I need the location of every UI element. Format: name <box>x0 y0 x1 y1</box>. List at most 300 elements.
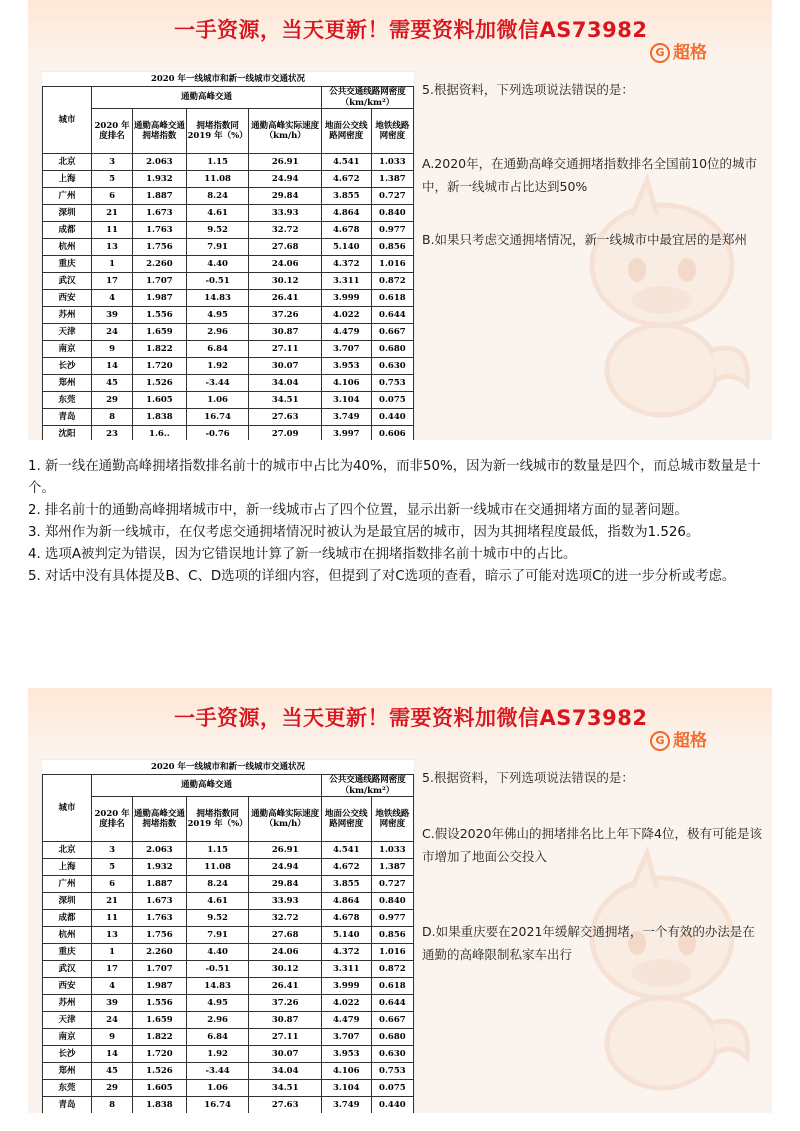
value-cell: 9 <box>92 341 133 358</box>
value-cell: 1.15 <box>186 842 249 859</box>
value-cell: 13 <box>92 927 133 944</box>
value-cell: 0.075 <box>371 392 413 409</box>
value-cell: 8 <box>92 1097 133 1113</box>
value-cell: 0.856 <box>371 927 413 944</box>
city-cell: 杭州 <box>43 239 92 256</box>
city-cell: 南京 <box>43 1029 92 1046</box>
table-body <box>43 842 414 1113</box>
value-cell: 7.91 <box>186 239 249 256</box>
value-cell: 1.016 <box>371 944 413 961</box>
group-density: 公共交通线路网密度（km/km²） <box>321 87 413 109</box>
value-cell: 33.93 <box>249 893 321 910</box>
value-cell: -0.51 <box>186 273 249 290</box>
value-cell: 9.52 <box>186 910 249 927</box>
value-cell: 7.91 <box>186 927 249 944</box>
value-cell: 30.87 <box>249 324 321 341</box>
value-cell: 16.74 <box>186 1097 249 1113</box>
value-cell: 45 <box>92 1063 133 1080</box>
value-cell: 4.672 <box>321 859 371 876</box>
value-cell: 2.260 <box>133 944 187 961</box>
value-cell: 1.707 <box>133 961 187 978</box>
value-cell: 0.440 <box>371 409 413 426</box>
value-cell: 3.749 <box>321 409 371 426</box>
table-row <box>43 1063 414 1080</box>
value-cell: 5.140 <box>321 927 371 944</box>
city-cell: 苏州 <box>43 995 92 1012</box>
value-cell: 4.678 <box>321 910 371 927</box>
value-cell: 3.999 <box>321 978 371 995</box>
value-cell: 34.04 <box>249 1063 321 1080</box>
value-cell: 1.556 <box>133 307 187 324</box>
value-cell: 1.707 <box>133 273 187 290</box>
table-row <box>43 341 414 358</box>
value-cell: 0.727 <box>371 188 413 205</box>
value-cell: 0.840 <box>371 893 413 910</box>
value-cell: 1.987 <box>133 978 187 995</box>
value-cell: -3.44 <box>186 1063 249 1080</box>
value-cell: 26.41 <box>249 978 321 995</box>
value-cell: 30.07 <box>249 358 321 375</box>
table-row <box>43 154 414 171</box>
table-row <box>43 290 414 307</box>
value-cell: 3.707 <box>321 341 371 358</box>
question-title: 5.根据资料，下列选项说法错误的是： <box>422 82 634 97</box>
value-cell: 39 <box>92 307 133 324</box>
city-cell: 郑州 <box>43 1063 92 1080</box>
value-cell: 21 <box>92 205 133 222</box>
table-row <box>43 1080 414 1097</box>
value-cell: 30.87 <box>249 1012 321 1029</box>
question-card-2 <box>28 688 772 1113</box>
value-cell: 4.106 <box>321 1063 371 1080</box>
value-cell: -0.51 <box>186 961 249 978</box>
value-cell: 14 <box>92 358 133 375</box>
table-row <box>43 927 414 944</box>
value-cell: 1.822 <box>133 341 187 358</box>
value-cell: 13 <box>92 239 133 256</box>
value-cell: 4.479 <box>321 1012 371 1029</box>
table-row <box>43 893 414 910</box>
value-cell: 30.12 <box>249 273 321 290</box>
value-cell: 29.84 <box>249 876 321 893</box>
value-cell: 24.06 <box>249 944 321 961</box>
col-metro: 地铁线路网密度 <box>371 109 413 154</box>
value-cell: 9 <box>92 1029 133 1046</box>
value-cell: 27.11 <box>249 1029 321 1046</box>
table-row <box>43 961 414 978</box>
value-cell: 8 <box>92 409 133 426</box>
city-cell: 成都 <box>43 910 92 927</box>
value-cell: 3.311 <box>321 273 371 290</box>
table-row <box>43 273 414 290</box>
option-d: D.如果重庆要在2021年缓解交通拥堵，一个有效的办法是在通勤的高峰限制私家车出行 <box>422 924 755 962</box>
city-cell: 重庆 <box>43 944 92 961</box>
banner-text: 一手资源，当天更新！需要资料加微信AS73982 <box>174 18 648 42</box>
value-cell: 0.856 <box>371 239 413 256</box>
value-cell: 0.872 <box>371 961 413 978</box>
note-item: 2. 排名前十的通勤高峰拥堵城市中，新一线城市占了四个位置，显示出新一线城市在交通拥堵方面的显著问题。 <box>28 503 688 518</box>
question-title: 5.根据资料，下列选项说法错误的是： <box>422 770 634 785</box>
city-cell: 成都 <box>43 222 92 239</box>
value-cell: 24 <box>92 324 133 341</box>
value-cell: 17 <box>92 961 133 978</box>
table-row <box>43 358 414 375</box>
value-cell: 0.977 <box>371 222 413 239</box>
value-cell: 29 <box>92 392 133 409</box>
value-cell: 4.672 <box>321 171 371 188</box>
value-cell: 21 <box>92 893 133 910</box>
value-cell: 3.749 <box>321 1097 371 1113</box>
value-cell: 3 <box>92 842 133 859</box>
value-cell: 16.74 <box>186 409 249 426</box>
value-cell: 0.727 <box>371 876 413 893</box>
city-cell: 东莞 <box>43 1080 92 1097</box>
value-cell: 6.84 <box>186 341 249 358</box>
option-a: A.2020年，在通勤高峰交通拥堵指数排名全国前10位的城市中，新一线城市占比达到50% <box>422 156 758 194</box>
value-cell: 1.15 <box>186 154 249 171</box>
value-cell: 0.630 <box>371 1046 413 1063</box>
value-cell: 4.95 <box>186 995 249 1012</box>
value-cell: 9.52 <box>186 222 249 239</box>
option-c: C.假设2020年佛山的拥堵排名比上年下降4位，极有可能是该市增加了地面公交投入 <box>422 826 762 864</box>
value-cell: 27.63 <box>249 409 321 426</box>
value-cell: 3.953 <box>321 1046 371 1063</box>
value-cell: 0.618 <box>371 290 413 307</box>
city-cell: 天津 <box>43 324 92 341</box>
value-cell: 0.618 <box>371 978 413 995</box>
value-cell: 1.92 <box>186 358 249 375</box>
value-cell: 1.526 <box>133 1063 187 1080</box>
value-cell: 14 <box>92 1046 133 1063</box>
value-cell: 2.96 <box>186 324 249 341</box>
value-cell: 1.720 <box>133 1046 187 1063</box>
col-rank: 2020 年度排名 <box>92 797 133 842</box>
logo-g-icon: G <box>650 43 670 63</box>
table-row <box>43 375 414 392</box>
col-city: 城市 <box>43 775 92 842</box>
city-cell: 长沙 <box>43 1046 92 1063</box>
value-cell: 17 <box>92 273 133 290</box>
value-cell: 8.24 <box>186 188 249 205</box>
city-cell: 重庆 <box>43 256 92 273</box>
value-cell: 6 <box>92 188 133 205</box>
value-cell: 27.09 <box>249 426 321 440</box>
col-index: 通勤高峰交通拥堵指数 <box>133 109 187 154</box>
city-cell: 西安 <box>43 290 92 307</box>
value-cell: 0.753 <box>371 375 413 392</box>
value-cell: 1.756 <box>133 927 187 944</box>
mascot-unicorn-icon <box>562 170 762 430</box>
value-cell: 37.26 <box>249 995 321 1012</box>
value-cell: 4.541 <box>321 154 371 171</box>
value-cell: 1.822 <box>133 1029 187 1046</box>
table-row <box>43 426 414 440</box>
value-cell: 1.556 <box>133 995 187 1012</box>
note-item: 5. 对话中没有具体提及B、C、D选项的详细内容，但提到了对C选项的查看，暗示了可能对选项C的进一步分析或考虑。 <box>28 569 736 584</box>
value-cell: 5 <box>92 859 133 876</box>
value-cell: 23 <box>92 426 133 440</box>
col-speed: 通勤高峰实际速度（km/h） <box>249 109 321 154</box>
value-cell: 0.440 <box>371 1097 413 1113</box>
value-cell: 1.06 <box>186 1080 249 1097</box>
option-b: B.如果只考虑交通拥堵情况，新一线城市中最宜居的是郑州 <box>422 232 748 247</box>
city-cell: 北京 <box>43 842 92 859</box>
value-cell: 4.541 <box>321 842 371 859</box>
value-cell: 11 <box>92 910 133 927</box>
table-row <box>43 910 414 927</box>
city-cell: 郑州 <box>43 375 92 392</box>
value-cell: 5.140 <box>321 239 371 256</box>
value-cell: 27.63 <box>249 1097 321 1113</box>
value-cell: 1.92 <box>186 1046 249 1063</box>
value-cell: 1.887 <box>133 876 187 893</box>
table-row <box>43 324 414 341</box>
value-cell: 1.763 <box>133 222 187 239</box>
value-cell: 32.72 <box>249 910 321 927</box>
value-cell: 5 <box>92 171 133 188</box>
col-change: 拥堵指数同 2019 年（%） <box>186 797 249 842</box>
city-cell: 天津 <box>43 1012 92 1029</box>
value-cell: 1.838 <box>133 1097 187 1113</box>
value-cell: 0.680 <box>371 1029 413 1046</box>
value-cell: 2.96 <box>186 1012 249 1029</box>
value-cell: 1.016 <box>371 256 413 273</box>
value-cell: 24.94 <box>249 171 321 188</box>
value-cell: 39 <box>92 995 133 1012</box>
city-cell: 北京 <box>43 154 92 171</box>
value-cell: 4.40 <box>186 944 249 961</box>
value-cell: -3.44 <box>186 375 249 392</box>
col-speed: 通勤高峰实际速度（km/h） <box>249 797 321 842</box>
value-cell: 29.84 <box>249 188 321 205</box>
table-row <box>43 222 414 239</box>
table-row <box>43 256 414 273</box>
value-cell: 0.075 <box>371 1080 413 1097</box>
value-cell: 1 <box>92 944 133 961</box>
value-cell: 4.372 <box>321 256 371 273</box>
brand-logo <box>650 38 707 63</box>
value-cell: 1.659 <box>133 1012 187 1029</box>
table-row <box>43 1097 414 1113</box>
data-table-doc <box>42 760 414 1113</box>
value-cell: 24.94 <box>249 859 321 876</box>
city-cell: 深圳 <box>43 893 92 910</box>
value-cell: 4.678 <box>321 222 371 239</box>
value-cell: 1.673 <box>133 205 187 222</box>
group-commute: 通勤高峰交通 <box>92 87 322 109</box>
value-cell: 6.84 <box>186 1029 249 1046</box>
value-cell: 0.644 <box>371 995 413 1012</box>
table-row <box>43 171 414 188</box>
value-cell: 3.855 <box>321 188 371 205</box>
brand-logo <box>650 726 707 751</box>
city-cell: 沈阳 <box>43 426 92 440</box>
note-item: 3. 郑州作为新一线城市，在仅考虑交通拥堵情况时被认为是最宜居的城市，因为其拥堵程度最低，指数为1.526。 <box>28 525 700 540</box>
value-cell: 6 <box>92 876 133 893</box>
value-cell: 34.51 <box>249 392 321 409</box>
value-cell: 26.91 <box>249 154 321 171</box>
group-density: 公共交通线路网密度（km/km²） <box>321 775 413 797</box>
value-cell: 4.372 <box>321 944 371 961</box>
value-cell: 3.104 <box>321 392 371 409</box>
table-row <box>43 205 414 222</box>
table-row <box>43 978 414 995</box>
col-index: 通勤高峰交通拥堵指数 <box>133 797 187 842</box>
value-cell: 1.06 <box>186 392 249 409</box>
group-commute: 通勤高峰交通 <box>92 775 322 797</box>
value-cell: 4.479 <box>321 324 371 341</box>
value-cell: 11.08 <box>186 171 249 188</box>
city-cell: 上海 <box>43 171 92 188</box>
logo-text: 超格 <box>673 43 707 63</box>
col-city: 城市 <box>43 87 92 154</box>
mascot-unicorn-icon <box>562 843 762 1103</box>
value-cell: 4.95 <box>186 307 249 324</box>
value-cell: 34.04 <box>249 375 321 392</box>
value-cell: 1.720 <box>133 358 187 375</box>
value-cell: 14.83 <box>186 978 249 995</box>
value-cell: 1.033 <box>371 154 413 171</box>
city-cell: 西安 <box>43 978 92 995</box>
value-cell: 30.12 <box>249 961 321 978</box>
value-cell: 32.72 <box>249 222 321 239</box>
value-cell: 1.756 <box>133 239 187 256</box>
value-cell: 3.997 <box>321 426 371 440</box>
value-cell: 1.932 <box>133 859 187 876</box>
value-cell: 24.06 <box>249 256 321 273</box>
value-cell: 3 <box>92 154 133 171</box>
table-row <box>43 1012 414 1029</box>
city-cell: 青岛 <box>43 409 92 426</box>
value-cell: 0.977 <box>371 910 413 927</box>
city-cell: 深圳 <box>43 205 92 222</box>
value-cell: 26.41 <box>249 290 321 307</box>
value-cell: 0.667 <box>371 1012 413 1029</box>
value-cell: 3.707 <box>321 1029 371 1046</box>
city-cell: 广州 <box>43 188 92 205</box>
value-cell: 4.022 <box>321 307 371 324</box>
table-row <box>43 239 414 256</box>
value-cell: 3.311 <box>321 961 371 978</box>
traffic-table <box>42 86 414 440</box>
value-cell: 11 <box>92 222 133 239</box>
value-cell: 1.887 <box>133 188 187 205</box>
value-cell: 0.667 <box>371 324 413 341</box>
table-title: 2020 年一线城市和新一线城市交通状况 <box>150 74 306 84</box>
value-cell: 27.11 <box>249 341 321 358</box>
value-cell: 1.763 <box>133 910 187 927</box>
value-cell: 1.033 <box>371 842 413 859</box>
data-table-doc <box>42 72 414 440</box>
value-cell: 27.68 <box>249 927 321 944</box>
value-cell: 1.932 <box>133 171 187 188</box>
value-cell: 4.864 <box>321 205 371 222</box>
note-item: 1. 新一线在通勤高峰拥堵指数排名前十的城市中占比为40%，而非50%，因为新一线城市的数量是四个，而总城市数量是十个。 <box>28 459 761 496</box>
city-cell: 武汉 <box>43 273 92 290</box>
promo-banner <box>28 688 772 754</box>
value-cell: 0.840 <box>371 205 413 222</box>
value-cell: 3.104 <box>321 1080 371 1097</box>
value-cell: 4.61 <box>186 205 249 222</box>
note-item: 4. 选项A被判定为错误，因为它错误地计算了新一线城市在拥堵指数排名前十城市中的占比。 <box>28 547 577 562</box>
analysis-notes <box>28 456 772 588</box>
value-cell: 45 <box>92 375 133 392</box>
col-metro: 地铁线路网密度 <box>371 797 413 842</box>
table-row <box>43 1046 414 1063</box>
col-rank: 2020 年度排名 <box>92 109 133 154</box>
value-cell: 1.605 <box>133 1080 187 1097</box>
value-cell: 8.24 <box>186 876 249 893</box>
table-body <box>43 154 414 440</box>
traffic-table <box>42 774 414 1113</box>
logo-text: 超格 <box>673 731 707 751</box>
value-cell: 0.872 <box>371 273 413 290</box>
city-cell: 杭州 <box>43 927 92 944</box>
value-cell: 0.680 <box>371 341 413 358</box>
value-cell: 1.387 <box>371 859 413 876</box>
table-title: 2020 年一线城市和新一线城市交通状况 <box>150 762 306 772</box>
table-row <box>43 842 414 859</box>
value-cell: 3.953 <box>321 358 371 375</box>
value-cell: 27.68 <box>249 239 321 256</box>
value-cell: 4.40 <box>186 256 249 273</box>
value-cell: 2.260 <box>133 256 187 273</box>
table-row <box>43 876 414 893</box>
table-row <box>43 392 414 409</box>
value-cell: 1 <box>92 256 133 273</box>
value-cell: 1.987 <box>133 290 187 307</box>
value-cell: 1.605 <box>133 392 187 409</box>
value-cell: 0.753 <box>371 1063 413 1080</box>
value-cell: 4.61 <box>186 893 249 910</box>
table-row <box>43 409 414 426</box>
value-cell: 2.063 <box>133 154 187 171</box>
value-cell: 11.08 <box>186 859 249 876</box>
banner-text: 一手资源，当天更新！需要资料加微信AS73982 <box>174 706 648 730</box>
value-cell: 30.07 <box>249 1046 321 1063</box>
value-cell: 1.6.. <box>133 426 187 440</box>
value-cell: 1.838 <box>133 409 187 426</box>
value-cell: 4.106 <box>321 375 371 392</box>
value-cell: 4.864 <box>321 893 371 910</box>
value-cell: 1.387 <box>371 171 413 188</box>
city-cell: 武汉 <box>43 961 92 978</box>
value-cell: 4 <box>92 290 133 307</box>
city-cell: 广州 <box>43 876 92 893</box>
col-bus: 地面公交线路网密度 <box>321 109 371 154</box>
table-row <box>43 307 414 324</box>
value-cell: 33.93 <box>249 205 321 222</box>
value-cell: 29 <box>92 1080 133 1097</box>
table-row <box>43 944 414 961</box>
city-cell: 南京 <box>43 341 92 358</box>
value-cell: 3.855 <box>321 876 371 893</box>
city-cell: 上海 <box>43 859 92 876</box>
value-cell: 0.630 <box>371 358 413 375</box>
city-cell: 东莞 <box>43 392 92 409</box>
table-row <box>43 1029 414 1046</box>
value-cell: 4 <box>92 978 133 995</box>
value-cell: 1.659 <box>133 324 187 341</box>
value-cell: 24 <box>92 1012 133 1029</box>
value-cell: -0.76 <box>186 426 249 440</box>
promo-banner <box>28 0 772 66</box>
table-row <box>43 859 414 876</box>
value-cell: 1.526 <box>133 375 187 392</box>
value-cell: 4.022 <box>321 995 371 1012</box>
city-cell: 青岛 <box>43 1097 92 1113</box>
col-bus: 地面公交线路网密度 <box>321 797 371 842</box>
